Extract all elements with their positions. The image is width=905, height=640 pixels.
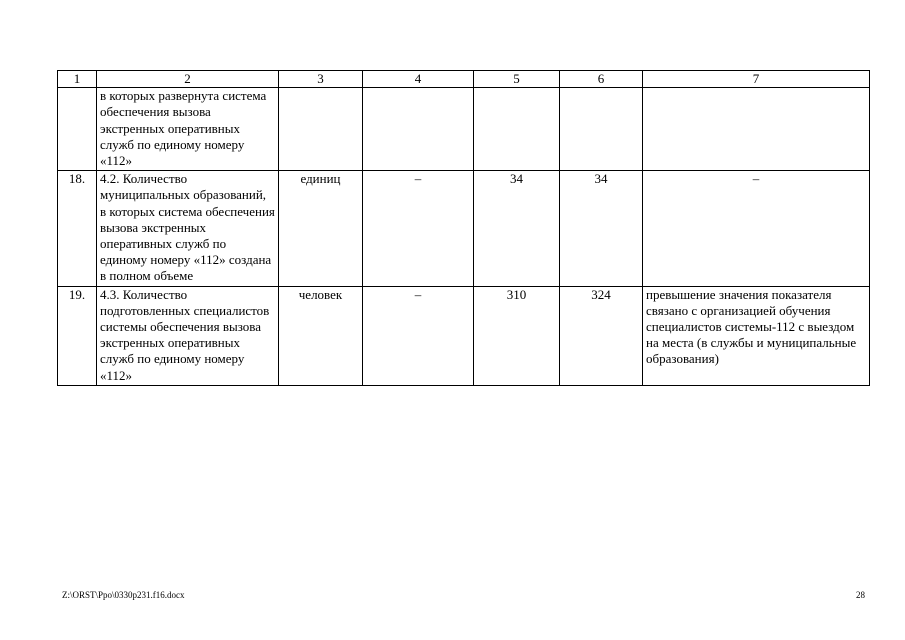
column-5-cell: 34	[474, 171, 560, 286]
page-number: 28	[856, 590, 865, 600]
unit-cell: человек	[279, 286, 363, 385]
column-4-cell	[363, 88, 474, 171]
column-header-3: 3	[279, 71, 363, 88]
unit-cell	[279, 88, 363, 171]
unit-cell: единиц	[279, 171, 363, 286]
row-number: 18.	[58, 171, 97, 286]
column-header-4: 4	[363, 71, 474, 88]
column-number-row	[58, 71, 870, 88]
row-number	[58, 88, 97, 171]
column-4-cell: –	[363, 171, 474, 286]
indicator-name: в которых развернута система обеспечения вызова экстренных оперативных служб по единому номеру «112»	[97, 88, 279, 171]
column-5-cell: 310	[474, 286, 560, 385]
column-header-5: 5	[474, 71, 560, 88]
column-header-2: 2	[97, 71, 279, 88]
column-6-cell: 34	[560, 171, 643, 286]
table-row	[58, 88, 870, 171]
table-row	[58, 171, 870, 286]
column-4-cell: –	[363, 286, 474, 385]
column-6-cell: 324	[560, 286, 643, 385]
column-header-7: 7	[643, 71, 870, 88]
indicators-table	[57, 70, 870, 386]
indicator-name: 4.3. Количество подготовленных специалистов системы обеспечения вызова экстренных оперативных служб по единому номеру «112»	[97, 286, 279, 385]
column-header-1: 1	[58, 71, 97, 88]
table-row	[58, 286, 870, 385]
column-5-cell	[474, 88, 560, 171]
note-cell	[643, 88, 870, 171]
column-header-6: 6	[560, 71, 643, 88]
row-number: 19.	[58, 286, 97, 385]
note-cell: превышение значения показателя связано с организацией обучения специалистов системы-112 с выездом на места (в службы и муниципальные образования)	[643, 286, 870, 385]
note-cell: –	[643, 171, 870, 286]
footer-file-path: Z:\ORST\Ppo\0330p231.f16.docx	[62, 590, 185, 600]
column-6-cell	[560, 88, 643, 171]
indicator-name: 4.2. Количество муниципальных образований, в которых система обеспечения вызова экстренных оперативных служб по единому номеру «112» создана в полном объеме	[97, 171, 279, 286]
